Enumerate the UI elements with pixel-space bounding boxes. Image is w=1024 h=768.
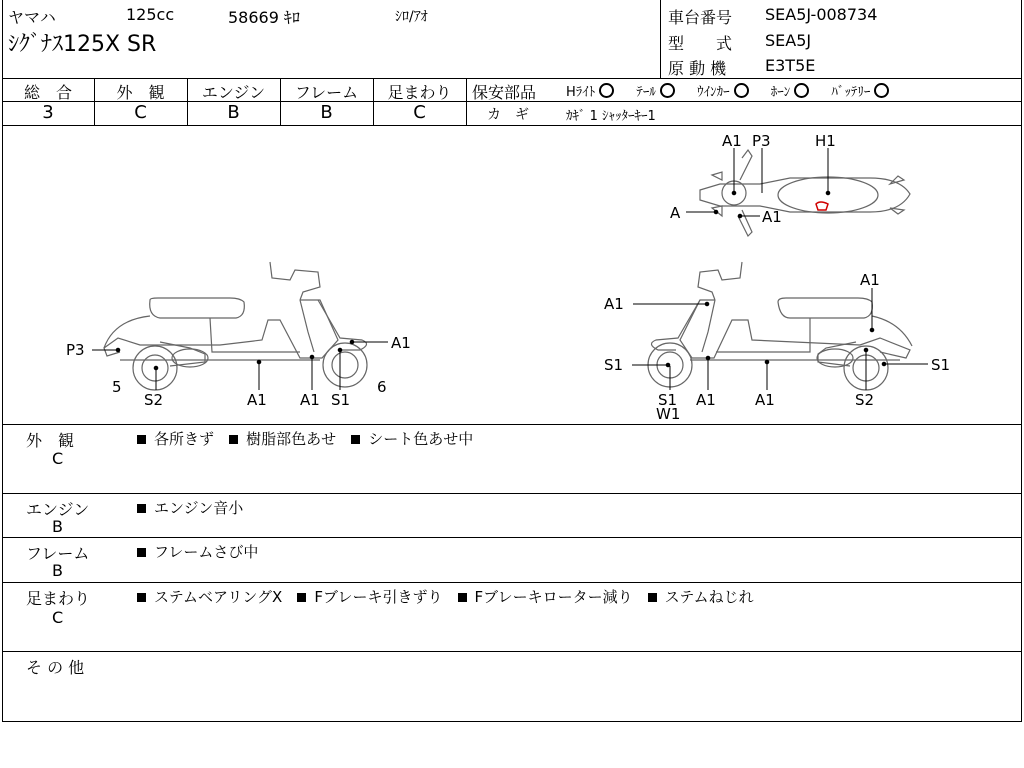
- ok-circle-icon: [599, 83, 614, 98]
- label-s1: S1: [931, 356, 951, 374]
- grade-col-sep: [466, 78, 467, 125]
- note-text: 各所きず: [154, 430, 215, 448]
- safety-items-row: [566, 81, 889, 100]
- top-view-outline: [700, 150, 910, 236]
- label-a1: A1: [696, 391, 716, 409]
- grade-exterior-value: C: [134, 102, 147, 123]
- safety-item-name: ﾊﾞｯﾃﾘｰ: [831, 85, 871, 100]
- grade-suspension-label: 足まわり: [387, 83, 452, 102]
- safety-item: [636, 85, 675, 100]
- grade-overall-value: 3: [42, 102, 54, 123]
- scooter-diagram: [0, 126, 1024, 424]
- notes-line-1: [2, 493, 1022, 494]
- bullet-square-icon: [648, 593, 657, 602]
- grade-exterior-label: 外 観: [116, 83, 165, 102]
- note-item: [458, 586, 633, 607]
- safety-item: [831, 85, 889, 100]
- bullet-square-icon: [137, 435, 146, 444]
- note-item: [648, 586, 754, 607]
- note-items: [137, 586, 764, 607]
- frame-no: SEA5J-008734: [765, 5, 878, 24]
- label-w1: W1: [656, 405, 681, 423]
- note-text: ステムねじれ: [664, 588, 754, 606]
- safety-parts-label: 保安部品: [472, 83, 537, 102]
- label-6: 6: [377, 378, 387, 396]
- left-scooter-outline: [104, 262, 367, 390]
- notes-line-4: [2, 651, 1022, 652]
- label-s1: S1: [604, 356, 624, 374]
- note-label: エンジン: [26, 500, 90, 519]
- bullet-square-icon: [137, 593, 146, 602]
- safety-item-name: Hﾗｲﾄ: [566, 85, 596, 100]
- note-grade: C: [52, 608, 64, 627]
- note-item: [137, 541, 258, 562]
- maker: ヤマハ: [8, 8, 56, 27]
- label-a1: A1: [247, 391, 267, 409]
- bullet-square-icon: [137, 548, 146, 557]
- frame-bottom: [2, 721, 1022, 722]
- note-text: シート色あせ中: [368, 430, 474, 448]
- ok-circle-icon: [874, 83, 889, 98]
- engine-value: E3T5E: [765, 56, 816, 75]
- safety-item: [697, 85, 749, 100]
- safety-item-name: ﾃｰﾙ: [636, 85, 656, 100]
- note-grade: B: [52, 517, 63, 536]
- bullet-square-icon: [458, 593, 467, 602]
- note-label: 外 観: [26, 431, 75, 450]
- safety-item: [566, 85, 614, 100]
- bullet-square-icon: [297, 593, 306, 602]
- label-a1: A1: [762, 208, 782, 226]
- safety-item-name: ｳｲﾝｶｰ: [697, 85, 730, 100]
- grade-overall-label: 総 合: [23, 83, 72, 102]
- note-item: [351, 428, 473, 449]
- bullet-square-icon: [229, 435, 238, 444]
- note-text: Fブレーキローター減り: [474, 588, 633, 606]
- note-text: エンジン音小: [154, 499, 244, 517]
- note-item: [229, 428, 336, 449]
- note-grade: B: [52, 561, 63, 580]
- note-items: [137, 428, 483, 449]
- label-a1: A1: [604, 295, 624, 313]
- grade-frame-value: B: [320, 102, 333, 123]
- bullet-square-icon: [137, 504, 146, 513]
- safety-item: [771, 85, 810, 100]
- damage-mark-icon: [816, 202, 828, 210]
- type-value: SEA5J: [765, 31, 812, 50]
- note-text: Fブレーキ引きずり: [314, 588, 443, 606]
- label-s2: S2: [144, 391, 164, 409]
- type-label: 型 式: [668, 34, 733, 53]
- notes-line-2: [2, 537, 1022, 538]
- label-a1: A1: [755, 391, 775, 409]
- ok-circle-icon: [794, 83, 809, 98]
- note-item: [137, 586, 282, 607]
- label-a1: A1: [860, 271, 880, 289]
- engine-label: 原 動 機: [668, 59, 727, 78]
- label-a1: A1: [722, 132, 742, 150]
- note-item: [137, 497, 243, 518]
- note-item: [297, 586, 442, 607]
- note-text: 樹脂部色あせ: [246, 430, 337, 448]
- label-p3: P3: [752, 132, 771, 150]
- note-grade: C: [52, 449, 64, 468]
- displacement: 125cc: [126, 5, 175, 24]
- note-items: [137, 541, 268, 562]
- frame-no-label: 車台番号: [668, 8, 733, 27]
- label-5: 5: [112, 378, 122, 396]
- label-p3: P3: [66, 341, 85, 359]
- notes-line-3: [2, 582, 1022, 583]
- note-label: 足まわり: [26, 589, 91, 608]
- diagram-bottom-line: [2, 424, 1022, 425]
- note-text: フレームさび中: [154, 543, 259, 561]
- bullet-square-icon: [351, 435, 360, 444]
- label-h1: H1: [815, 132, 836, 150]
- header-divider: [660, 0, 661, 78]
- ok-circle-icon: [660, 83, 675, 98]
- note-label: フレーム: [26, 544, 90, 563]
- label-s1: S1: [658, 391, 678, 409]
- mileage: 58669 ｷﾛ: [228, 8, 300, 27]
- ok-circle-icon: [734, 83, 749, 98]
- key-label: カ ギ: [487, 107, 529, 123]
- safety-item-name: ﾎｰﾝ: [770, 85, 791, 100]
- label-s1: S1: [331, 391, 351, 409]
- label-a1: A1: [300, 391, 320, 409]
- header-bottom-line: [2, 78, 1022, 79]
- label-a: A: [670, 204, 681, 222]
- model-name: ｼｸﾞﾅｽ125X SR: [8, 32, 157, 57]
- note-label: そ の 他: [26, 658, 85, 677]
- grade-frame-label: フレーム: [294, 83, 359, 102]
- key-value: ｶｷﾞ 1 ｼｬｯﾀｰｷｰ1: [566, 109, 656, 124]
- grade-engine-label: エンジン: [201, 83, 266, 102]
- grade-suspension-value: C: [413, 102, 426, 123]
- color: ｼﾛ/ｱｵ: [395, 9, 428, 25]
- grade-engine-value: B: [227, 102, 240, 123]
- note-item: [137, 428, 214, 449]
- note-text: ステムベアリングX: [154, 588, 283, 606]
- label-s2: S2: [855, 391, 875, 409]
- note-items: [137, 497, 253, 518]
- label-a1: A1: [391, 334, 411, 352]
